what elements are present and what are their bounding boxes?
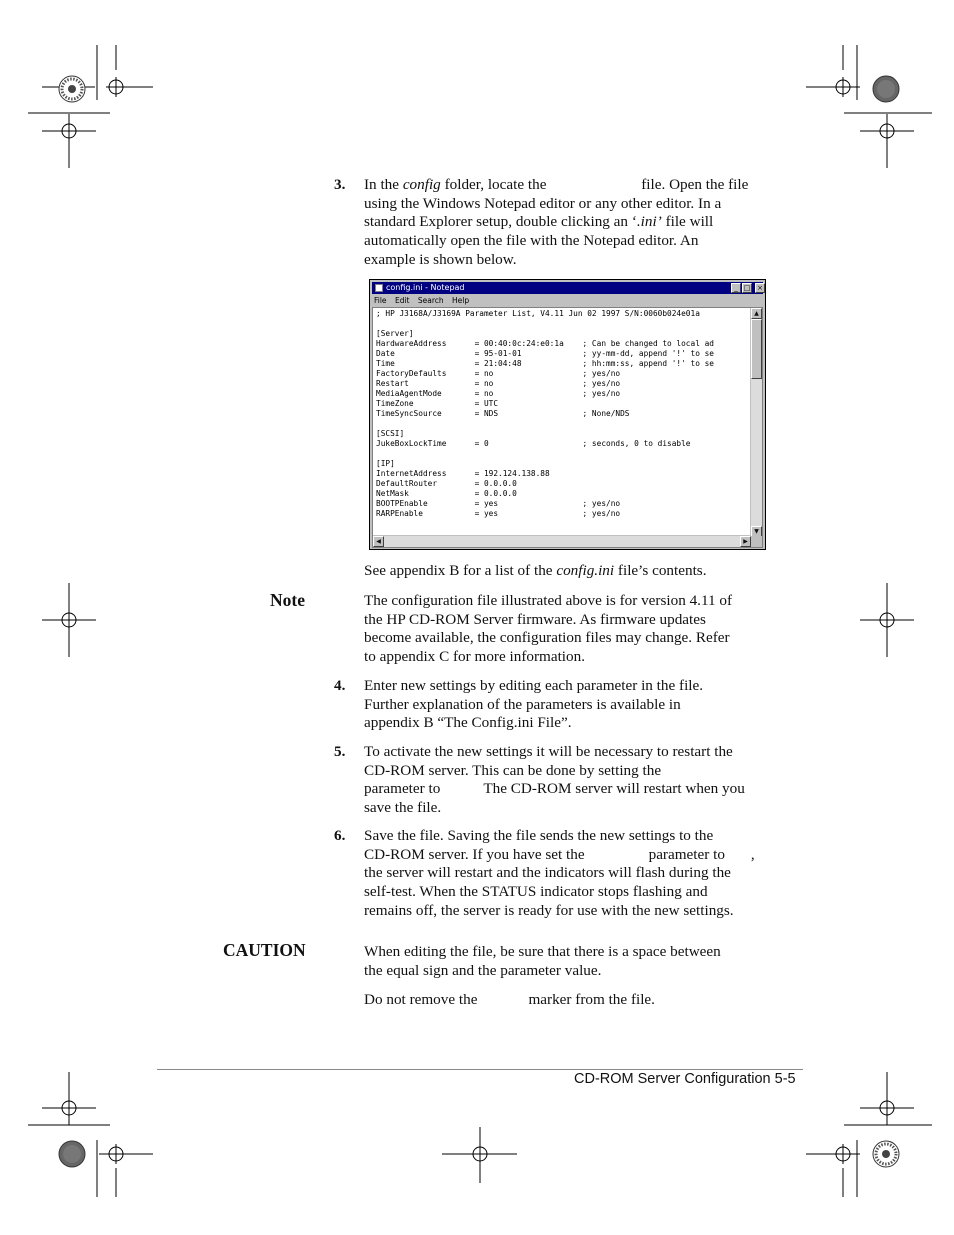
- editor-line: FactoryDefaults = no ; yes/no: [376, 369, 621, 378]
- text-line: [364, 176, 804, 195]
- editor-line: ; HP J3168A/J3169A Parameter List, V4.11 Jun 02 1997 S/N:0060b024e01a: [376, 309, 700, 318]
- scroll-up-icon[interactable]: ▲: [751, 308, 762, 319]
- text-line: [364, 213, 804, 232]
- editor-line: BOOTPEnable = yes ; yes/no: [376, 499, 621, 508]
- editor-line: DefaultRouter = 0.0.0.0: [376, 479, 517, 488]
- text-line: [364, 780, 809, 799]
- text-line: to appendix C for more information.: [364, 648, 586, 666]
- footer-rule: [157, 1069, 803, 1070]
- file-name: config.ini: [556, 562, 615, 579]
- text-line: example is shown below.: [364, 250, 517, 268]
- editor-line: Time = 21:04:48 ; hh:mm:ss, append '!' to se: [376, 359, 714, 368]
- text-line: Further explanation of the parameters is available in: [364, 695, 681, 713]
- text-line: using the Windows Notepad editor or any other editor. In a: [364, 194, 722, 212]
- editor-line: RARPEnable = yes ; yes/no: [376, 509, 621, 518]
- editor-line: HardwareAddress = 00:40:0c:24:e0:1a ; Can be changed to local ad: [376, 339, 714, 348]
- notepad-editor[interactable]: [372, 307, 763, 548]
- step-4-text: [364, 677, 804, 733]
- vertical-scrollbar[interactable]: [750, 308, 762, 537]
- scrollbar-corner: [751, 536, 762, 547]
- step-number: 6.: [334, 827, 346, 844]
- text-span: standard Explorer setup, double clicking an ‘: [364, 213, 637, 231]
- text-span: The CD-ROM server will restart when you: [483, 780, 745, 798]
- menu-help[interactable]: Help: [452, 296, 470, 305]
- menu-file[interactable]: File: [374, 296, 387, 305]
- note-label: Note: [270, 590, 305, 610]
- text-span: ,: [750, 845, 755, 863]
- step-5-text: [364, 743, 809, 818]
- text-line: the equal sign and the parameter value.: [364, 961, 602, 979]
- editor-line: [IP]: [376, 459, 395, 468]
- text-line: self-test. When the STATUS indicator stops flashing and: [364, 883, 708, 901]
- text-line: automatically open the file with the Notepad editor. An: [364, 232, 699, 250]
- text-line: The configuration file illustrated above is for version 4.11 of: [364, 592, 733, 609]
- scroll-left-icon[interactable]: ◀: [373, 536, 384, 547]
- caution-label: CAUTION: [223, 940, 306, 960]
- notepad-window: [369, 279, 766, 550]
- menu-search[interactable]: Search: [417, 296, 444, 305]
- text-line: [364, 846, 809, 865]
- notepad-title: config.ini - Notepad: [386, 283, 465, 292]
- step-number: 4.: [334, 677, 346, 694]
- text-span: file will: [661, 213, 714, 231]
- editor-line: MediaAgentMode = no ; yes/no: [376, 389, 621, 398]
- text-span: folder, locate the: [440, 176, 551, 193]
- text-span: parameter to: [648, 845, 725, 863]
- minimize-button[interactable]: _: [731, 283, 741, 293]
- text-line: CD-ROM server. This can be done by setting the: [364, 761, 662, 779]
- text-line: the server will restart and the indicators will flash during the: [364, 864, 731, 882]
- figure-caption: [364, 562, 804, 581]
- editor-line: [376, 449, 756, 459]
- caution-text: [364, 943, 809, 980]
- editor-line: [376, 419, 756, 429]
- caution-text-2: [364, 991, 809, 1010]
- text-span: CD-ROM server. If you have set the: [364, 845, 585, 863]
- close-button[interactable]: ×: [755, 283, 765, 293]
- note-text: [364, 592, 809, 667]
- editor-line: [376, 319, 756, 329]
- editor-line: JukeBoxLockTime = 0 ; seconds, 0 to disable: [376, 439, 691, 448]
- editor-line: Date = 95-01-01 ; yy-mm-dd, append '!' to se: [376, 349, 714, 358]
- step-number: 5.: [334, 743, 346, 760]
- file-extension: .ini’: [636, 213, 662, 231]
- menu-edit[interactable]: Edit: [394, 296, 410, 305]
- text-line: remains off, the server is ready for use with the new settings.: [364, 901, 734, 919]
- page-footer: CD-ROM Server Configuration 5-5: [574, 1071, 796, 1087]
- text-span: Do not remove the: [364, 991, 478, 1008]
- folder-name: config: [402, 176, 441, 193]
- notepad-text-area[interactable]: [376, 309, 756, 538]
- text-line: save the file.: [364, 799, 442, 817]
- text-line: become available, the configuration files may change. Refer: [364, 629, 730, 647]
- text-span: marker from the file.: [528, 991, 655, 1008]
- text-line: When editing the file, be sure that there is a space between: [364, 943, 721, 960]
- editor-line: TimeZone = UTC: [376, 399, 499, 408]
- step-3-text: [364, 176, 804, 270]
- editor-line: Restart = no ; yes/no: [376, 379, 621, 388]
- notepad-icon: [375, 284, 383, 292]
- scroll-down-icon[interactable]: ▼: [751, 526, 762, 537]
- editor-line: TimeSyncSource = NDS ; None/NDS: [376, 409, 630, 418]
- editor-line: [SCSI]: [376, 429, 405, 438]
- text-line: Enter new settings by editing each parameter in the file.: [364, 677, 704, 694]
- text-line: the HP CD-ROM Server firmware. As firmware updates: [364, 610, 706, 628]
- text-span: See appendix B for a list of the: [364, 562, 557, 579]
- text-line: To activate the new settings it will be necessary to restart the: [364, 743, 733, 760]
- text-span: file’s contents.: [614, 562, 707, 579]
- step-6-text: [364, 827, 809, 921]
- text-span: In the: [364, 176, 403, 193]
- scroll-thumb[interactable]: [751, 319, 762, 379]
- notepad-titlebar: [372, 282, 763, 294]
- text-span: file. Open the file: [641, 176, 749, 193]
- maximize-button[interactable]: □: [743, 284, 751, 292]
- text-span: parameter to: [364, 780, 441, 798]
- editor-line: InternetAddress = 192.124.138.88: [376, 469, 550, 478]
- editor-line: [Server]: [376, 329, 414, 338]
- text-line: appendix B “The Config.ini File”.: [364, 714, 572, 732]
- text-line: Save the file. Saving the file sends the new settings to the: [364, 827, 714, 844]
- step-number: 3.: [334, 176, 346, 193]
- editor-line: NetMask = 0.0.0.0: [376, 489, 517, 498]
- scroll-right-icon[interactable]: ▶: [740, 536, 751, 547]
- horizontal-scrollbar[interactable]: [373, 535, 751, 547]
- notepad-menubar: [374, 295, 475, 306]
